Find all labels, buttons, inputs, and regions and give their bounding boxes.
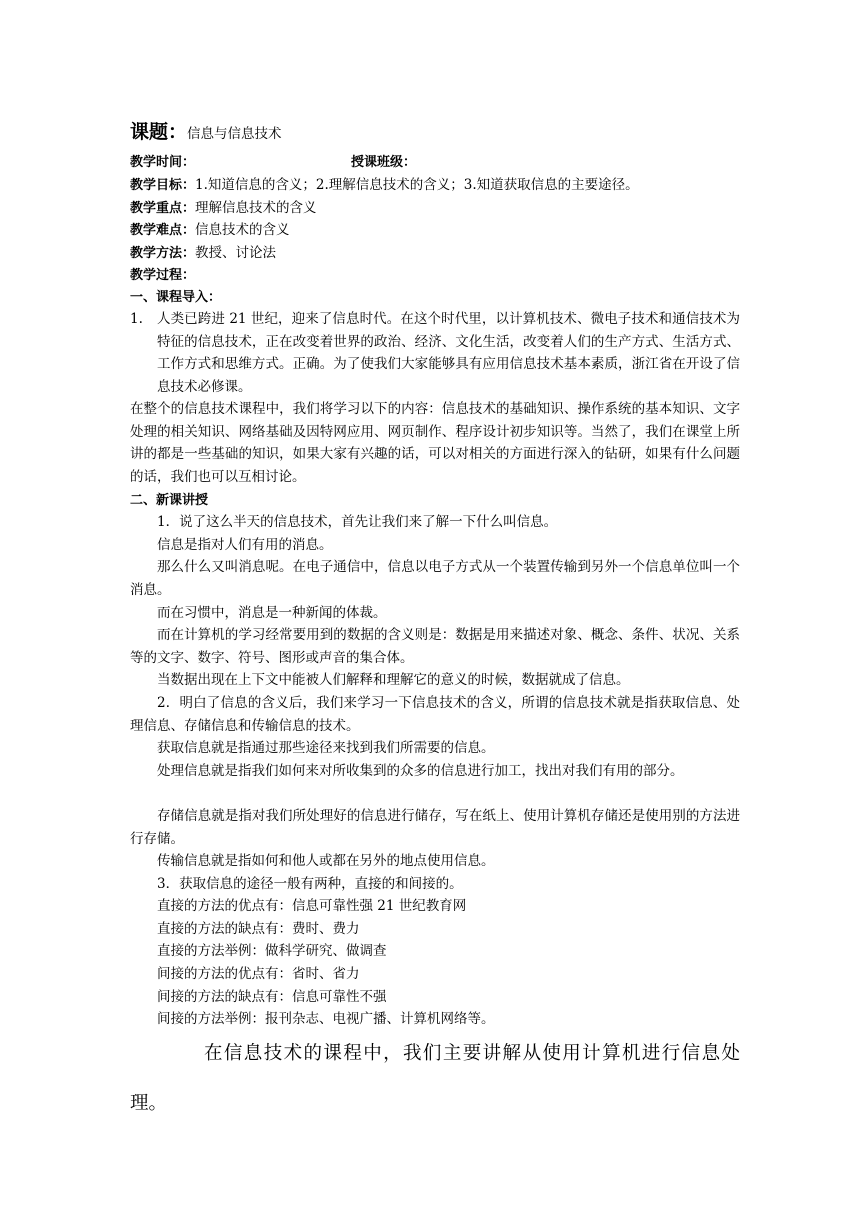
paragraph-4: 而在习惯中，消息是一种新闻的体裁。 xyxy=(157,605,387,621)
process-row xyxy=(130,264,195,287)
key-point-text: 理解信息技术的含义 xyxy=(195,200,317,216)
section-2-heading: 二、新课讲授 xyxy=(130,493,209,508)
paragraph-2: 信息是指对人们有用的消息。 xyxy=(157,537,333,553)
difficulty-text: 信息技术的含义 xyxy=(195,222,290,238)
paragraph-6: 当数据出现在上下文中能被人们解释和理解它的意义的时候，数据就成了信息。 xyxy=(157,672,630,688)
paragraph-17: 间接的方法的缺点有：信息可靠性不强 xyxy=(157,989,387,1005)
list-item-text: 人类已跨进 21 世纪，迎来了信息时代。在这个时代里，以计算机技术、微电子技术和通信技术为特征的信息技术，正在改变着世界的政治、经济、文化生活，改变着人们的生产方式、生活方式、工作方式和思维方式。正确。为了使我们大家能够具有应用信息技术基本素质，浙江省在开设了信息技术必修课。 xyxy=(157,311,740,395)
paragraph-3: 那么什么又叫消息呢。在电子通信中，信息以电子方式从一个装置传输到另外一个信息单位叫一个消息。 xyxy=(130,559,740,598)
goal-text: 1.知道信息的含义；2.理解信息技术的含义；3.知道获取信息的主要途径。 xyxy=(195,177,639,193)
paragraph-16: 间接的方法的优点有：省时、省力 xyxy=(157,966,360,982)
paragraph-9: 处理信息就是指我们如何来对所收集到的众多的信息进行加工，找出对我们有用的部分。 xyxy=(157,763,684,779)
method-row xyxy=(130,242,276,265)
goal-row xyxy=(130,174,639,197)
goal-label: 教学目标： xyxy=(130,178,196,193)
intro-list-item-1 xyxy=(130,308,740,398)
lesson-title xyxy=(130,117,282,144)
class-label: 授课班级： xyxy=(351,155,417,170)
closing-paragraph: 在信息技术的课程中，我们主要讲解从使用计算机进行信息处理。 xyxy=(130,1043,740,1114)
method-label: 教学方法： xyxy=(130,246,196,261)
process-label: 教学过程： xyxy=(130,268,196,283)
paragraph-13: 直接的方法的优点有：信息可靠性强 21 世纪教育网 xyxy=(157,898,467,914)
paragraph-5: 而在计算机的学习经常要用到的数据的含义则是：数据是用来描述对象、概念、条件、状况、关系等的文字、数字、符号、图形或声音的集合体。 xyxy=(130,627,740,666)
paragraph-15: 直接的方法举例：做科学研究、做调查 xyxy=(157,943,387,959)
method-text: 教授、讨论法 xyxy=(195,245,277,261)
list-number: 1. xyxy=(130,311,143,327)
key-point-label: 教学重点： xyxy=(130,201,196,216)
difficulty-row xyxy=(130,219,290,242)
class-row xyxy=(351,151,416,174)
paragraph-12: 3．获取信息的途径一般有两种，直接的和间接的。 xyxy=(157,876,463,892)
paragraph-11: 传输信息就是指如何和他人或都在另外的地点使用信息。 xyxy=(157,853,495,869)
title-text: 信息与信息技术 xyxy=(187,126,282,142)
course-content-paragraph: 在整个的信息技术课程中，我们将学习以下的内容：信息技术的基础知识、操作系统的基本知识、文字处理的相关知识、网络基础及因特网应用、网页制作、程序设计初步知识等。当然了，我们在课堂上所讲的都是一些基础的知识，如果大家有兴趣的话，可以对相关的方面进行深入的钻研，如果有什么问题的话，我们也可以互相讨论。 xyxy=(130,401,740,485)
paragraph-8: 获取信息就是指通过那些途径来找到我们所需要的信息。 xyxy=(157,740,495,756)
paragraph-1: 1．说了这么半天的信息技术，首先让我们来了解一下什么叫信息。 xyxy=(157,514,558,530)
paragraph-7: 2．明白了信息的含义后，我们来学习一下信息技术的含义，所谓的信息技术就是指获取信息、处理信息、存储信息和传输信息的技术。 xyxy=(130,695,740,734)
key-point-row xyxy=(130,197,317,220)
title-label: 课题： xyxy=(130,121,188,143)
section-1-heading: 一、课程导入： xyxy=(130,290,222,305)
paragraph-10: 存储信息就是指对我们所处理好的信息进行储存，写在纸上、使用计算机存储还是使用别的方法进行存储。 xyxy=(130,808,740,847)
paragraph-14: 直接的方法的缺点有：费时、费力 xyxy=(157,921,360,937)
teaching-time-row xyxy=(130,151,195,174)
difficulty-label: 教学难点： xyxy=(130,223,196,238)
paragraph-18: 间接的方法举例：报刊杂志、电视广播、计算机网络等。 xyxy=(157,1011,495,1027)
teaching-time-label: 教学时间： xyxy=(130,155,196,170)
